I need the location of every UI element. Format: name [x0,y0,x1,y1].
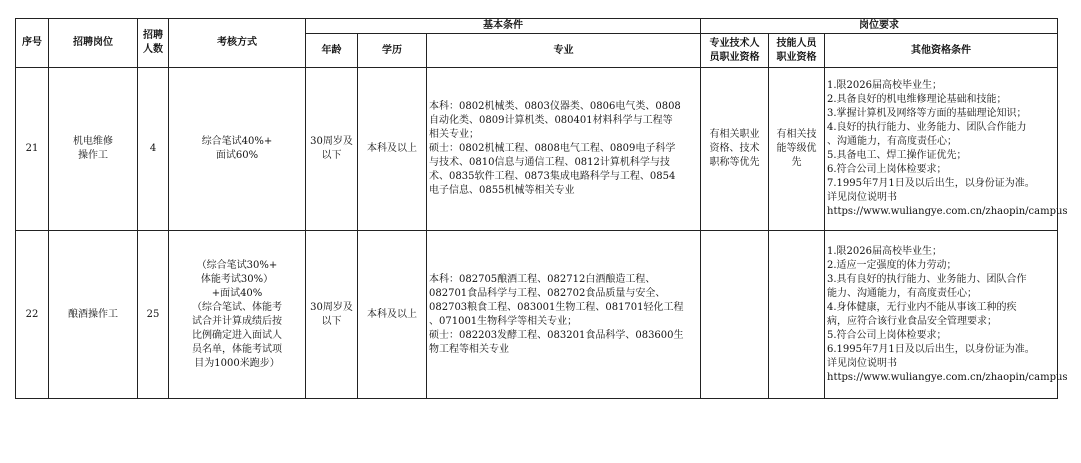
header-basic-conditions: 基本条件 [306,19,701,34]
cell-method: 综合笔试40%+ 面试60% [169,68,306,231]
cell-education: 本科及以上 [358,231,427,399]
header-other-conditions: 其他资格条件 [825,34,1058,68]
cell-age: 30周岁及 以下 [306,68,358,231]
cell-other-conditions: 1.限2026届高校毕业生； 2.具备良好的机电维修理论基础和技能； 3.掌握计算机及网络等方面的基础理论知识； 4.良好的执行能力、业务能力、团队合作能力 、沟通能力，有高度责任心； 5.具备电工、焊工操作证优先； 6.符合公司上岗体检要求； 7.1995年7月1日及以后出生，以身份证为准。 详见岗位说明书 https://www.wuliangye.com.cn/zhaopin/campus [825,68,1058,231]
header-method: 考核方式 [169,19,306,68]
header-age: 年龄 [306,34,358,68]
recruitment-table [15,18,1068,399]
cell-method: （综合笔试30%+ 体能考试30%） +面试40% （综合笔试、体能考 试合并计算成绩后按 比例确定进入面试人 员名单，体能考试项 目为1000米跑步） [169,231,306,399]
cell-major: 本科：0802机械类、0803仪器类、0806电气类、0808 自动化类、0809计算机类、080401材料科学与工程等 相关专业； 硕士：0802机械工程、0808电气工程、0809电子科学 与技术、0810信息与通信工程、0812计算机科学与技 术、0835软件工程、0873集成电路科学与工程、0854 电子信息、0855机械等相关专业 [427,68,701,231]
cell-skill-qualification: 有相关技 能等级优 先 [769,68,825,231]
cell-tech-qualification [701,231,769,399]
cell-skill-qualification [769,231,825,399]
header-count: 招聘 人数 [138,19,169,68]
cell-position: 机电维修 操作工 [49,68,138,231]
cell-major: 本科：082705酿酒工程、082712白酒酿造工程、 082701食品科学与工程、082702食品质量与安全、 082703粮食工程、083001生物工程、081701轻化工程 、071001生物科学等相关专业； 硕士：082203发酵工程、083201食品科学、083600生 物工程等相关专业 [427,231,701,399]
cell-count: 4 [138,68,169,231]
header-major: 专业 [427,34,701,68]
cell-age: 30周岁及 以下 [306,231,358,399]
header-row-1 [16,19,1058,34]
header-education: 学历 [358,34,427,68]
header-skill-qualification: 技能人员 职业资格 [769,34,825,68]
cell-count: 25 [138,231,169,399]
cell-seq: 22 [16,231,49,399]
header-seq: 序号 [16,19,49,68]
header-requirements: 岗位要求 [701,19,1058,34]
cell-tech-qualification: 有相关职业 资格、技术 职称等优先 [701,68,769,231]
cell-seq: 21 [16,68,49,231]
cell-position: 酿酒操作工 [49,231,138,399]
header-position: 招聘岗位 [49,19,138,68]
table-row [16,68,1058,231]
cell-other-conditions: 1.限2026届高校毕业生； 2.适应一定强度的体力劳动； 3.具有良好的执行能力、业务能力、团队合作 能力、沟通能力，有高度责任心； 4.身体健康，无行业内不能从事该工种的疾 病，应符合该行业食品安全管理要求； 5.符合公司上岗体检要求； 6.1995年7月1日及以后出生，以身份证为准。 详见岗位说明书 https://www.wuliangye.com.cn/zhaopin/campus [825,231,1058,399]
table-row [16,231,1058,399]
header-tech-qualification: 专业技术人 员职业资格 [701,34,769,68]
cell-education: 本科及以上 [358,68,427,231]
